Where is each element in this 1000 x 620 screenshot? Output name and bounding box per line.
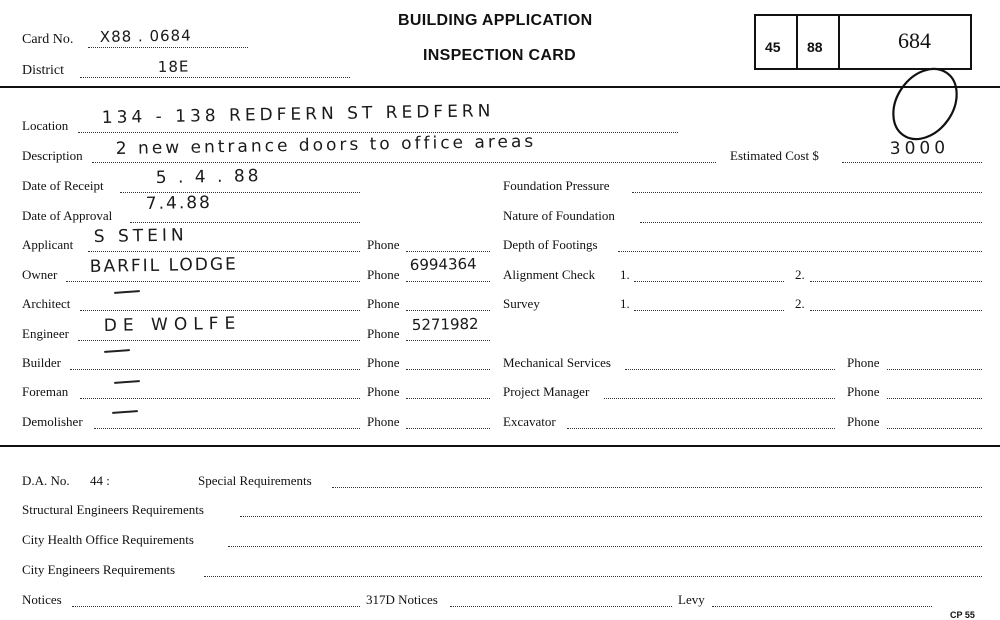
engineer-value: DE WOLFE xyxy=(103,313,242,336)
builder-label: Builder xyxy=(22,355,61,370)
applicant-phone-label: Phone xyxy=(367,237,400,252)
architect-phone-dots xyxy=(406,310,490,311)
mechanical-phone-dots xyxy=(887,369,982,370)
box-cell-2: 88 xyxy=(807,39,823,55)
demolisher-blank-mark xyxy=(112,410,138,414)
alignment-num-1: 1. xyxy=(620,267,630,282)
engineer-phone-dots xyxy=(406,340,490,341)
mechanical-label: Mechanical Services xyxy=(503,355,611,370)
description-label: Description xyxy=(22,148,83,163)
levy-label: Levy xyxy=(678,592,705,607)
engineer-dots xyxy=(78,340,360,341)
nature-foundation-dots xyxy=(640,222,982,223)
box-card-number: 684 xyxy=(898,28,931,53)
header-rule xyxy=(0,86,1000,88)
alignment-dots-1 xyxy=(634,281,784,282)
foreman-blank-mark xyxy=(114,380,140,384)
applicant-value: S STEIN xyxy=(93,225,188,247)
card-number-box xyxy=(754,14,972,70)
depth-footings-dots xyxy=(618,251,982,252)
estimated-cost-label: Estimated Cost $ xyxy=(730,148,819,163)
estimated-cost-value: 3000 xyxy=(889,137,950,159)
receipt-label: Date of Receipt xyxy=(22,178,104,193)
survey-dots-2 xyxy=(810,310,982,311)
form-title-line1: BUILDING APPLICATION xyxy=(398,12,593,29)
excavator-label: Excavator xyxy=(503,414,556,429)
foreman-phone-dots xyxy=(406,398,490,399)
applicant-dots xyxy=(88,251,360,252)
da-no-value: 44 : xyxy=(90,473,110,488)
location-label: Location xyxy=(22,118,69,133)
builder-dots xyxy=(70,369,360,370)
architect-dots xyxy=(80,310,360,311)
engineer-phone-label: Phone xyxy=(367,326,400,341)
notices-317d-dots xyxy=(450,606,672,607)
excavator-dots xyxy=(567,428,835,429)
section-rule xyxy=(0,445,1000,447)
owner-phone-value: 6994364 xyxy=(409,254,477,274)
health-label: City Health Office Requirements xyxy=(22,532,194,547)
receipt-value: 5 . 4 . 88 xyxy=(155,166,262,188)
survey-dots-1 xyxy=(634,310,784,311)
card-no-value: X88 . 0684 xyxy=(99,26,192,46)
approval-dots xyxy=(130,222,360,223)
survey-num-2: 2. xyxy=(795,296,805,311)
structural-label: Structural Engineers Requirements xyxy=(22,502,204,517)
approval-label: Date of Approval xyxy=(22,208,113,223)
box-divider xyxy=(796,16,798,68)
health-dots xyxy=(228,546,982,547)
depth-footings-label: Depth of Footings xyxy=(503,237,598,252)
nature-foundation-label: Nature of Foundation xyxy=(503,208,615,223)
city-eng-label: City Engineers Requirements xyxy=(22,562,176,577)
alignment-check-label: Alignment Check xyxy=(503,267,596,282)
builder-blank-mark xyxy=(104,349,130,353)
foreman-dots xyxy=(80,398,360,399)
mechanical-phone-label: Phone xyxy=(847,355,880,370)
demolisher-label: Demolisher xyxy=(22,414,83,429)
owner-phone-label: Phone xyxy=(367,267,400,282)
builder-phone-label: Phone xyxy=(367,355,400,370)
foundation-pressure-label: Foundation Pressure xyxy=(503,178,610,193)
special-req-dots xyxy=(332,487,982,488)
foundation-pressure-dots xyxy=(632,192,982,193)
city-eng-dots xyxy=(204,576,982,577)
card-no-label: Card No. xyxy=(22,32,74,47)
notices-label: Notices xyxy=(22,592,62,607)
owner-phone-dots xyxy=(406,281,490,282)
form-code: CP 55 xyxy=(950,610,975,620)
survey-num-1: 1. xyxy=(620,296,630,311)
box-cell-1: 45 xyxy=(765,39,781,55)
notices-dots xyxy=(72,606,360,607)
demolisher-phone-dots xyxy=(406,428,490,429)
description-dots xyxy=(92,162,716,163)
architect-phone-label: Phone xyxy=(367,296,400,311)
form-title-line2: INSPECTION CARD xyxy=(423,47,576,64)
applicant-phone-dots xyxy=(406,251,490,252)
structural-dots xyxy=(240,516,982,517)
location-dots xyxy=(78,132,678,133)
owner-value: BARFIL LODGE xyxy=(89,254,239,277)
district-value: 18E xyxy=(157,57,190,76)
excavator-phone-label: Phone xyxy=(847,414,880,429)
engineer-label: Engineer xyxy=(22,326,69,341)
project-manager-dots xyxy=(604,398,835,399)
district-label: District xyxy=(22,63,64,78)
excavator-phone-dots xyxy=(887,428,982,429)
mechanical-dots xyxy=(625,369,835,370)
project-manager-label: Project Manager xyxy=(503,384,590,399)
engineer-phone-value: 5271982 xyxy=(411,314,479,334)
project-manager-phone-dots xyxy=(887,398,982,399)
notices-317d-label: 317D Notices xyxy=(366,592,438,607)
demolisher-phone-label: Phone xyxy=(367,414,400,429)
alignment-dots-2 xyxy=(810,281,982,282)
architect-label: Architect xyxy=(22,296,71,311)
location-value: 134 - 138 REDFERN ST REDFERN xyxy=(101,101,495,128)
levy-dots xyxy=(712,606,932,607)
special-req-label: Special Requirements xyxy=(198,473,312,488)
project-manager-phone-label: Phone xyxy=(847,384,880,399)
alignment-num-2: 2. xyxy=(795,267,805,282)
card-no-dots xyxy=(88,47,248,48)
district-dots xyxy=(80,77,350,78)
box-divider xyxy=(838,16,840,68)
foreman-phone-label: Phone xyxy=(367,384,400,399)
circled-mark xyxy=(880,64,970,149)
builder-phone-dots xyxy=(406,369,490,370)
demolisher-dots xyxy=(94,428,360,429)
owner-label: Owner xyxy=(22,267,58,282)
estimated-cost-dots xyxy=(842,162,982,163)
architect-blank-mark xyxy=(114,290,140,294)
da-no-label: D.A. No. xyxy=(22,473,70,488)
description-value: 2 new entrance doors to office areas xyxy=(115,131,537,159)
applicant-label: Applicant xyxy=(22,237,74,252)
survey-label: Survey xyxy=(503,296,540,311)
owner-dots xyxy=(66,281,360,282)
approval-value: 7.4.88 xyxy=(145,192,213,214)
foreman-label: Foreman xyxy=(22,384,69,399)
